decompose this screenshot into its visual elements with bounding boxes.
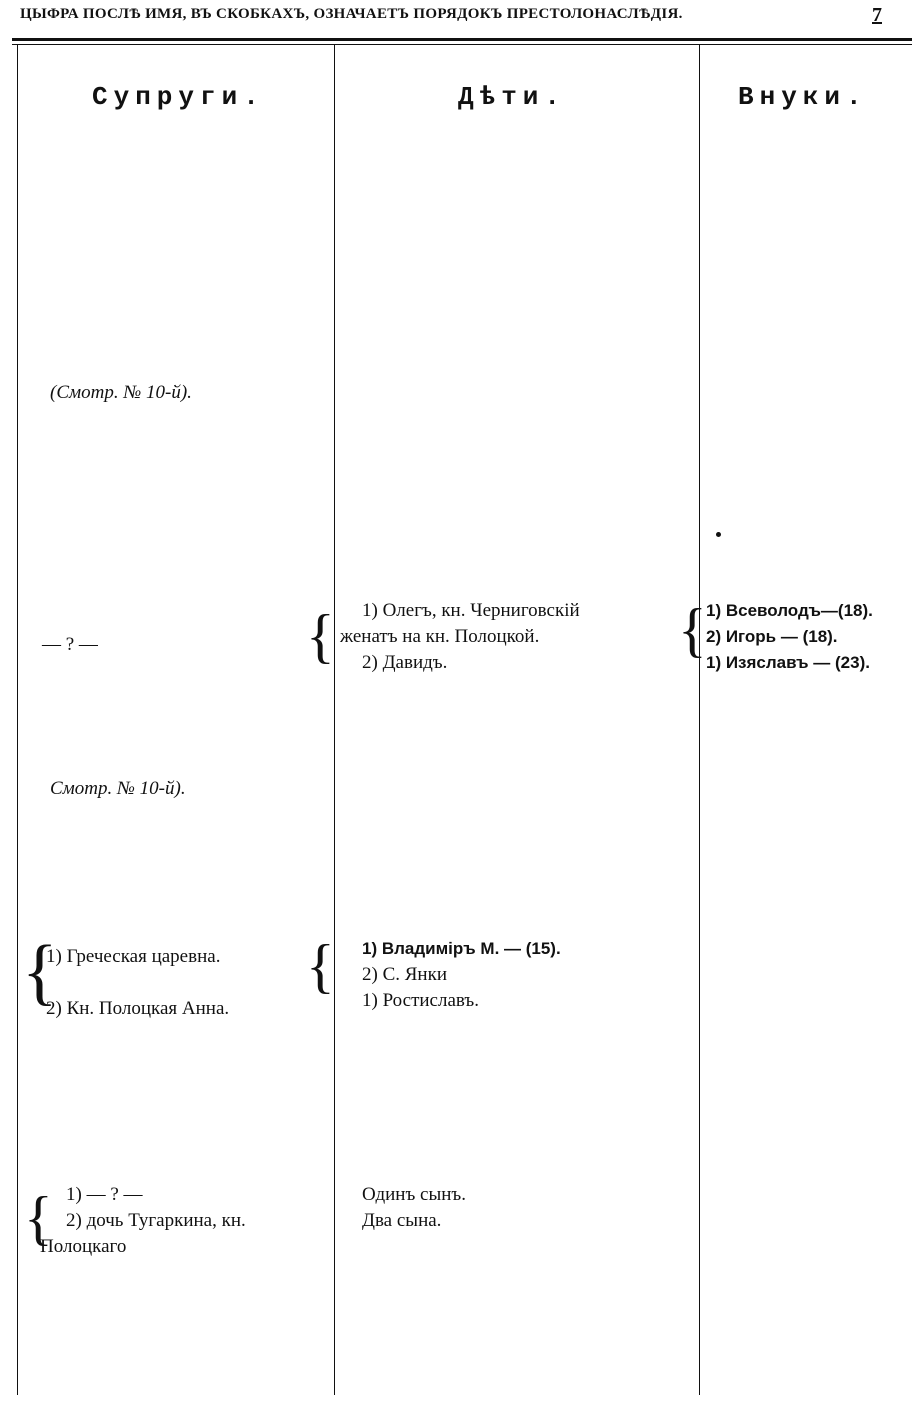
children-list	[362, 936, 561, 1014]
brace-left: {	[306, 603, 335, 669]
child-entry: 1) Владиміръ М. — (15).	[362, 939, 561, 958]
child-entry: 1) Олегъ, кн. Черниговскій	[362, 600, 580, 621]
header-rule-thick	[12, 38, 912, 41]
brace-left: {	[22, 931, 58, 1013]
cross-reference-note: (Смотр. № 10-й).	[50, 382, 192, 403]
spouse-entry: 1) — ? —	[66, 1184, 143, 1205]
spouse-entry: 2) дочь Тугаркина, кн.	[66, 1210, 246, 1231]
brace-left: {	[24, 1185, 53, 1251]
spouse-unknown: — ? —	[42, 634, 98, 655]
children-list	[340, 598, 580, 676]
column-divider-1	[334, 45, 335, 1395]
ink-dot	[716, 532, 721, 537]
child-entry: 2) Давидъ.	[362, 652, 448, 673]
table-border-left	[17, 45, 18, 1395]
header-rule-thin	[12, 44, 912, 45]
child-entry: 2) С. Янки	[362, 964, 447, 985]
running-header: ЦЫФРА ПОСЛѢ ИМЯ, ВЪ СКОБКАХЪ, ОЗНАЧАЕТЪ ПОРЯДОКЪ ПРЕСТОЛОНАСЛѢДІЯ.	[20, 6, 683, 22]
column-divider-2	[699, 45, 700, 1395]
spouse-entry: Полоцкаго	[40, 1236, 127, 1257]
column-heading-spouses: Супруги.	[92, 82, 265, 112]
grandchild-entry: 1) Всеволодъ—(18).	[706, 601, 873, 620]
column-heading-children: Дѣти.	[458, 82, 567, 112]
page-number: 7	[872, 4, 882, 26]
spouse-entry: 2) Кн. Полоцкая Анна.	[46, 998, 230, 1019]
spouse-entry: 1) Греческая царевна.	[46, 946, 221, 967]
brace-right: {	[678, 597, 707, 663]
grandchild-entry: 1) Изяславъ — (23).	[706, 653, 870, 672]
spouse-list	[40, 1182, 246, 1260]
cross-reference-note: Смотр. № 10-й).	[50, 778, 186, 799]
child-entry: 1) Ростиславъ.	[362, 990, 479, 1011]
child-entry: Два сына.	[362, 1210, 442, 1231]
children-list	[362, 1182, 466, 1234]
child-entry: женатъ на кн. Полоцкой.	[340, 626, 540, 647]
grandchildren-list	[706, 598, 873, 676]
grandchild-entry: 2) Игорь — (18).	[706, 627, 838, 646]
brace-right: {	[306, 933, 335, 999]
child-entry: Одинъ сынъ.	[362, 1184, 466, 1205]
column-heading-grandchildren: Внуки.	[738, 82, 868, 112]
